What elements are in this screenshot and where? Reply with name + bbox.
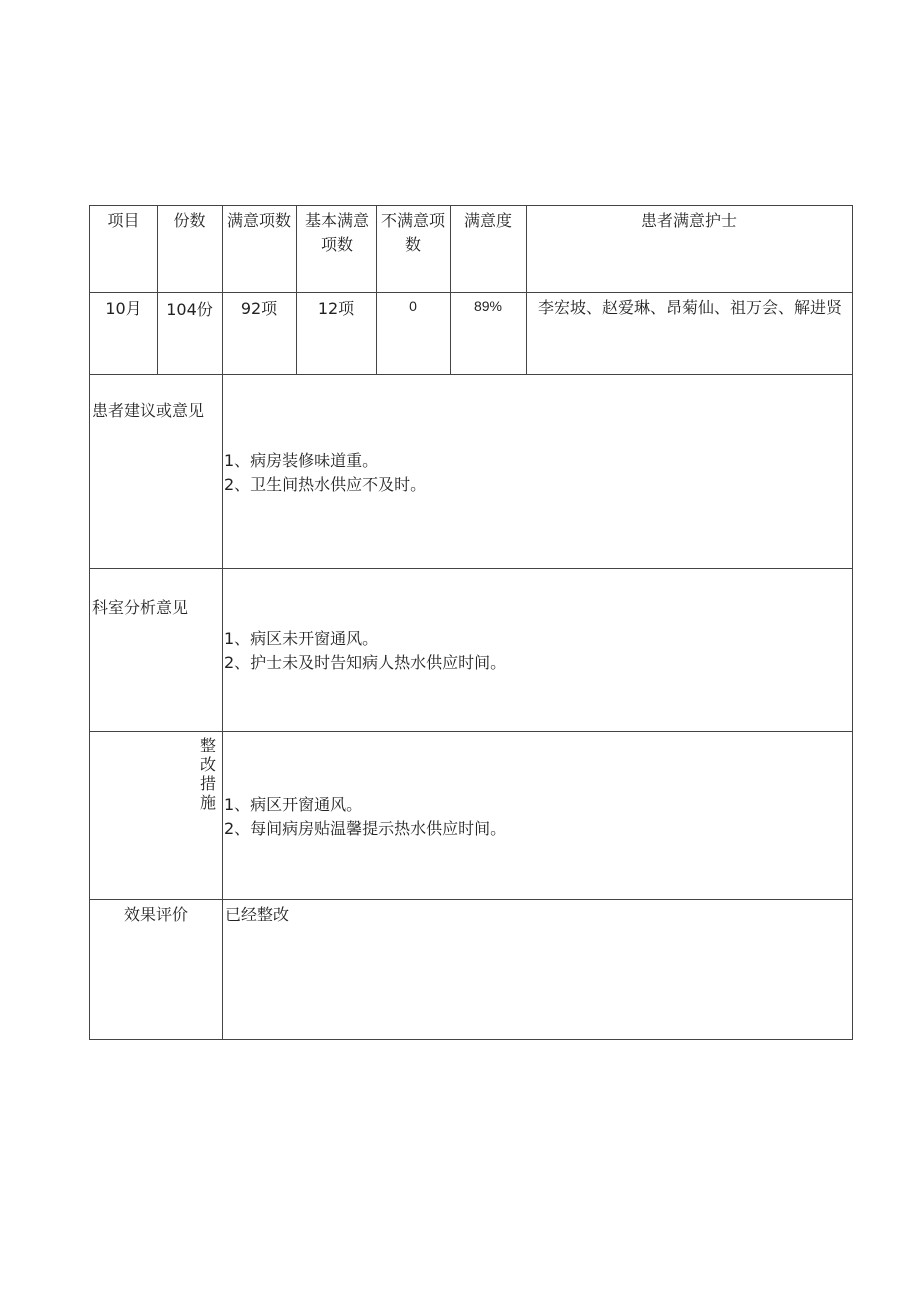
row-month: 10月 — [105, 299, 142, 318]
header-nurses: 患者满意护士 — [640, 211, 737, 230]
analysis-item: 1、病区未开窗通风。 — [224, 629, 379, 648]
column-divider — [296, 206, 297, 374]
row-divider — [90, 292, 852, 293]
column-divider — [222, 206, 223, 1040]
header-satisfaction-rate: 满意度 — [463, 211, 512, 230]
header-item: 项目 — [107, 211, 140, 230]
patient-suggestions-list — [224, 449, 844, 497]
header-basic-satisfied: 基本满意项数 — [304, 211, 369, 254]
row-divider — [90, 731, 852, 732]
header-copies: 份数 — [173, 211, 206, 230]
row-divider — [90, 374, 852, 375]
rectification-list — [224, 793, 844, 841]
analysis-item: 2、护士未及时告知病人热水供应时间。 — [224, 653, 507, 672]
patient-suggestion-item: 1、病房装修味道重。 — [224, 451, 379, 470]
satisfaction-survey-table — [89, 205, 853, 1040]
department-analysis-label: 科室分析意见 — [92, 598, 189, 617]
rectification-label — [200, 736, 222, 812]
row-satisfaction-rate: 89% — [473, 298, 503, 314]
row-nurses: 李宏坡、赵爱琳、昂菊仙、祖万会、解进贤 — [537, 298, 842, 317]
patient-suggestions-label: 患者建议或意见 — [92, 401, 205, 420]
row-satisfied: 92项 — [240, 299, 278, 318]
effect-evaluation-value: 已经整改 — [225, 905, 290, 924]
rectification-item: 1、病区开窗通风。 — [224, 795, 363, 814]
row-copies: 104份 — [166, 300, 213, 319]
rectification-label-text: 整改措施 — [200, 736, 217, 812]
row-basic-satisfied: 12项 — [317, 299, 355, 318]
row-unsatisfied: 0 — [409, 298, 417, 314]
department-analysis-list — [224, 627, 844, 675]
column-divider — [376, 206, 377, 374]
row-divider — [90, 568, 852, 569]
header-satisfied: 满意项数 — [226, 211, 291, 230]
row-divider — [90, 899, 852, 900]
effect-evaluation-label: 效果评价 — [123, 905, 188, 924]
rectification-item: 2、每间病房贴温馨提示热水供应时间。 — [224, 819, 507, 838]
header-unsatisfied: 不满意项数 — [380, 211, 445, 254]
patient-suggestion-item: 2、卫生间热水供应不及时。 — [224, 475, 427, 494]
